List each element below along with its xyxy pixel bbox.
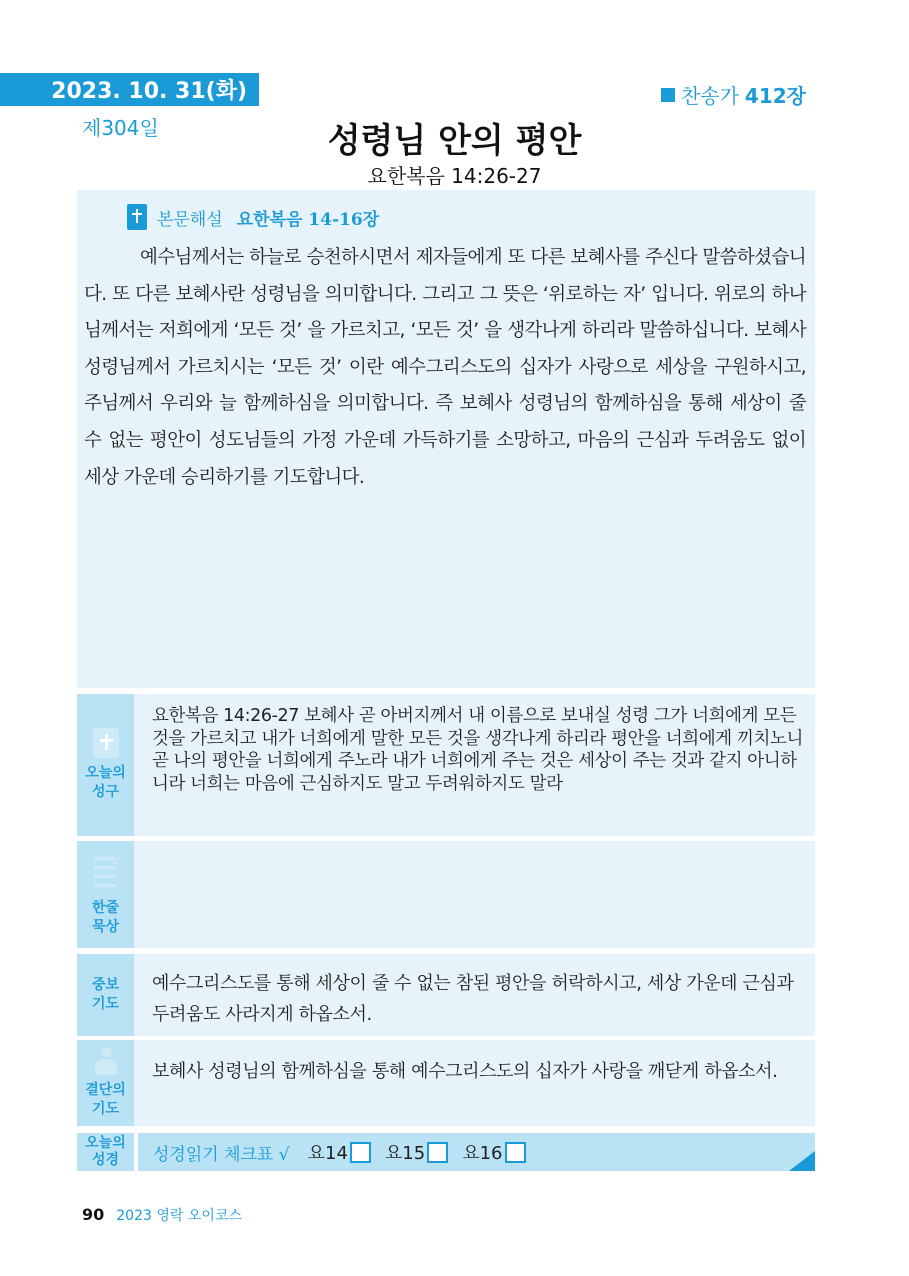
explanation-ref: 요한복음 14-16장 <box>236 209 380 230</box>
today-verse-section <box>77 694 815 836</box>
bible-icon <box>127 204 147 230</box>
reading-checklist-title: 성경읽기 체크표 √ <box>153 1144 290 1165</box>
reading-item[interactable] <box>385 1139 448 1165</box>
explanation-header <box>127 204 379 230</box>
resolution-label-col <box>77 1040 134 1126</box>
page-title: 성령님 안의 평안 <box>327 121 582 161</box>
reading-item[interactable] <box>462 1139 525 1165</box>
checkbox[interactable] <box>427 1142 448 1163</box>
hymn-text: 찬송가 <box>680 84 739 108</box>
intercession-label-col <box>77 954 134 1036</box>
date-text: 2023. 10. 31(화) <box>51 79 247 104</box>
explanation-text: 예수님께서는 하늘로 승천하시면서 제자들에게 또 다른 보혜사를 주신다 말씀하셨습니다. 또 다른 보혜사란 성령님을 의미합니다. 그리고 그 뜻은 ‘위로하는 자’ 입니다. 위로의 하나님께서는 저희에게 ‘모든 것’ 을 가르치고, ‘모든 것’ 을 생각나게 하리라 말씀하십니다. 보혜사 성령님께서 가르치시는 ‘모든 것’ 이란 예수그리스도의 십자가 사랑으로 세상을 구원하시고, 주님께서 우리와 늘 함께하심을 의미합니다. 즉 보혜사 성령님의 함께하심을 통해 세상이 줄 수 없는 평안이 성도님들의 가정 가운데 가득하기를 소망하고, 마음의 근심과 두려움도 없이 세상 가운데 승리하기를 기도합니다. <box>84 247 806 488</box>
explanation-label: 본문해설 <box>157 209 223 230</box>
reading-item[interactable] <box>308 1139 371 1165</box>
reading-item-label: 요14 <box>307 1143 348 1164</box>
checkbox[interactable] <box>350 1142 371 1163</box>
meditation-label: 한줄 묵상 <box>91 899 120 935</box>
bible-icon <box>93 728 119 758</box>
square-icon <box>661 88 675 102</box>
scripture-reference: 요한복음 14:26-27 <box>367 164 542 188</box>
intercession-section <box>77 954 815 1036</box>
reading-label: 오늘의 성경 <box>77 1133 134 1171</box>
reading-checklist <box>138 1133 815 1171</box>
day-count: 제304일 <box>82 116 159 140</box>
book-title: 2023 영락 오이코스 <box>116 1208 242 1224</box>
checkbox[interactable] <box>505 1142 526 1163</box>
reading-item-label: 요15 <box>384 1143 426 1164</box>
meditation-label-col <box>77 841 134 948</box>
resolution-text: 보혜사 성령님의 함께하심을 통해 예수그리스도의 십자가 사랑을 깨닫게 하옵소서. <box>152 1061 778 1082</box>
intercession-text: 예수그리스도를 통해 세상이 줄 수 없는 참된 평안을 허락하시고, 세상 가운데 근심과 두려움도 사라지게 하옵소서. <box>152 973 794 1025</box>
page-footer <box>82 1205 242 1225</box>
intercession-label: 중보 기도 <box>91 977 120 1012</box>
praying-icon <box>91 1047 121 1077</box>
today-verse-label-col <box>77 694 134 836</box>
checklist-icon: ✓ <box>92 853 120 887</box>
today-verse-label: 오늘의 성구 <box>85 765 126 800</box>
page-number: 90 <box>82 1205 105 1224</box>
resolution-section <box>77 1040 815 1126</box>
reading-check-row <box>77 1133 815 1171</box>
resolution-label: 결단의 기도 <box>85 1082 126 1117</box>
today-verse-text: 요한복음 14:26-27 보혜사 곧 아버지께서 내 이름으로 보내실 성령 그가 너희에게 모든 것을 가르치고 내가 너희에게 말한 모든 것을 생각나게 하리라 평안을 너희에게 끼치노니 곧 나의 평안을 너희에게 주노라 내가 너희에게 주는 것은 세상이 주는 것과 같지 아니하니라 너희는 마음에 근심하지도 말고 두려워하지도 말라 <box>152 706 803 794</box>
reading-item-label: 요16 <box>462 1143 503 1164</box>
meditation-section <box>77 841 815 948</box>
hymn-label <box>661 80 806 109</box>
corner-decoration <box>789 1151 815 1171</box>
date-banner <box>0 73 259 106</box>
hymn-number: 412장 <box>744 84 806 108</box>
explanation-box <box>77 190 815 688</box>
